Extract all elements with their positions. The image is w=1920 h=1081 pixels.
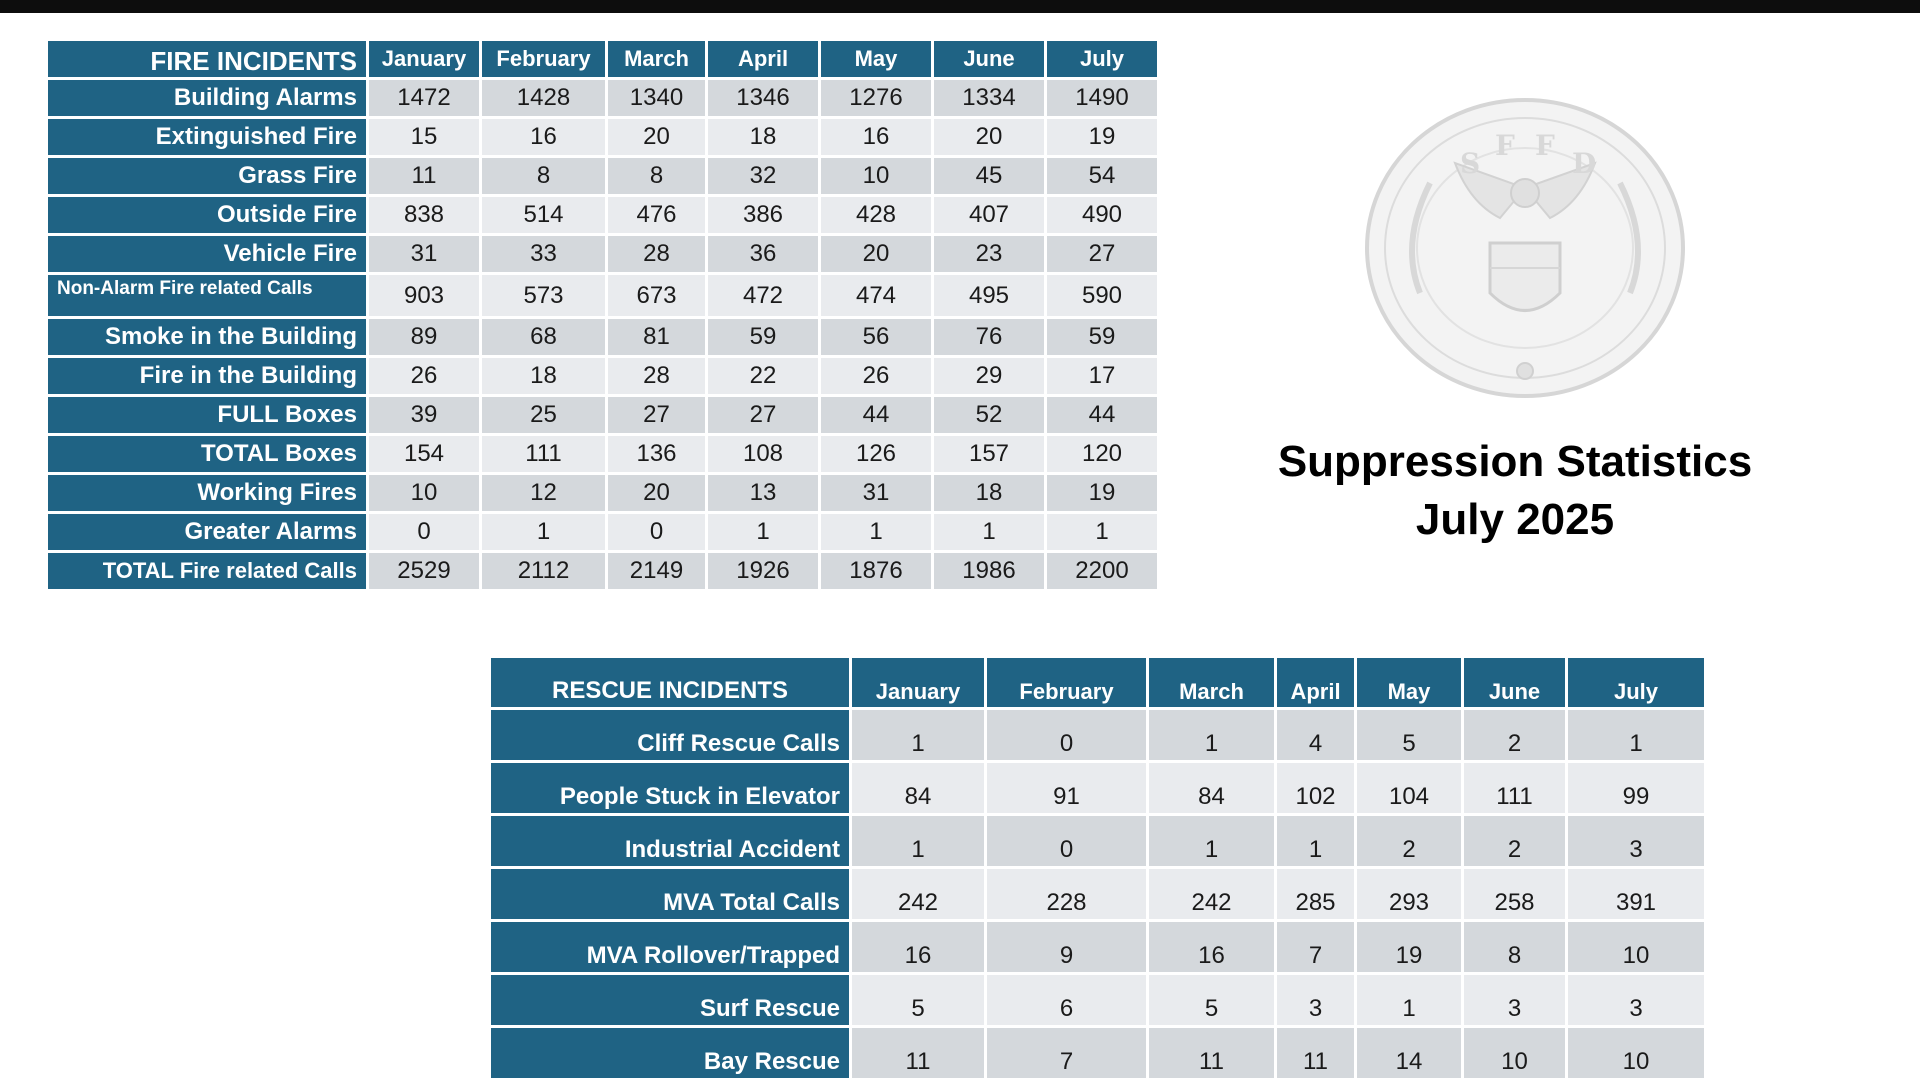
table-row bbox=[491, 816, 1704, 866]
table-cell: 104 bbox=[1357, 763, 1461, 813]
seal-lettering: S bbox=[1460, 147, 1481, 180]
table-cell: 22 bbox=[708, 358, 818, 394]
table-row bbox=[491, 869, 1704, 919]
table-cell: 1334 bbox=[934, 80, 1044, 116]
table-cell: 28 bbox=[608, 236, 705, 272]
table-cell: 44 bbox=[821, 397, 931, 433]
table-cell: 10 bbox=[1568, 922, 1704, 972]
sffd-seal-icon bbox=[1360, 93, 1690, 403]
table-cell: 242 bbox=[852, 869, 984, 919]
table-cell: 407 bbox=[934, 197, 1044, 233]
fire-month-may: May bbox=[821, 41, 931, 77]
rescue-month-july: July bbox=[1568, 658, 1704, 707]
table-cell: 590 bbox=[1047, 275, 1157, 316]
table-cell: 1 bbox=[1357, 975, 1461, 1025]
table-cell: 26 bbox=[369, 358, 479, 394]
table-cell: 84 bbox=[1149, 763, 1274, 813]
rescue-table-title: RESCUE INCIDENTS bbox=[491, 658, 849, 707]
table-cell: 0 bbox=[987, 710, 1146, 760]
table-cell: 1490 bbox=[1047, 80, 1157, 116]
table-cell: 44 bbox=[1047, 397, 1157, 433]
table-row bbox=[48, 197, 1157, 233]
table-cell: 10 bbox=[821, 158, 931, 194]
table-cell: 54 bbox=[1047, 158, 1157, 194]
table-cell: 2 bbox=[1464, 816, 1565, 866]
row-label: Surf Rescue bbox=[491, 975, 849, 1025]
table-cell: 1986 bbox=[934, 553, 1044, 589]
table-row bbox=[491, 1028, 1704, 1078]
table-cell: 10 bbox=[1568, 1028, 1704, 1078]
row-label: MVA Total Calls bbox=[491, 869, 849, 919]
table-cell: 56 bbox=[821, 319, 931, 355]
row-label: Working Fires bbox=[48, 475, 366, 511]
row-label: Cliff Rescue Calls bbox=[491, 710, 849, 760]
rescue-month-june: June bbox=[1464, 658, 1565, 707]
row-label: People Stuck in Elevator bbox=[491, 763, 849, 813]
table-cell: 27 bbox=[708, 397, 818, 433]
table-row bbox=[491, 922, 1704, 972]
row-label: Bay Rescue bbox=[491, 1028, 849, 1078]
table-cell: 258 bbox=[1464, 869, 1565, 919]
fire-incidents-table bbox=[45, 38, 1160, 592]
table-row bbox=[48, 236, 1157, 272]
table-cell: 6 bbox=[987, 975, 1146, 1025]
table-row bbox=[48, 158, 1157, 194]
table-cell: 29 bbox=[934, 358, 1044, 394]
table-cell: 99 bbox=[1568, 763, 1704, 813]
table-cell: 242 bbox=[1149, 869, 1274, 919]
table-cell: 59 bbox=[708, 319, 818, 355]
table-cell: 91 bbox=[987, 763, 1146, 813]
table-cell: 495 bbox=[934, 275, 1044, 316]
table-cell: 573 bbox=[482, 275, 605, 316]
table-cell: 903 bbox=[369, 275, 479, 316]
table-cell: 285 bbox=[1277, 869, 1354, 919]
table-cell: 20 bbox=[821, 236, 931, 272]
table-cell: 45 bbox=[934, 158, 1044, 194]
table-cell: 136 bbox=[608, 436, 705, 472]
table-row bbox=[48, 119, 1157, 155]
row-label: TOTAL Fire related Calls bbox=[48, 553, 366, 589]
rescue-month-january: January bbox=[852, 658, 984, 707]
row-label: Industrial Accident bbox=[491, 816, 849, 866]
table-cell: 1276 bbox=[821, 80, 931, 116]
table-row bbox=[491, 975, 1704, 1025]
table-cell: 14 bbox=[1357, 1028, 1461, 1078]
table-cell: 1 bbox=[1149, 710, 1274, 760]
table-cell: 10 bbox=[369, 475, 479, 511]
table-cell: 2 bbox=[1464, 710, 1565, 760]
table-cell: 25 bbox=[482, 397, 605, 433]
rescue-month-march: March bbox=[1149, 658, 1274, 707]
table-cell: 2529 bbox=[369, 553, 479, 589]
table-cell: 18 bbox=[708, 119, 818, 155]
fire-table-title: FIRE INCIDENTS bbox=[48, 41, 366, 77]
table-cell: 4 bbox=[1277, 710, 1354, 760]
table-cell: 838 bbox=[369, 197, 479, 233]
row-label: Grass Fire bbox=[48, 158, 366, 194]
table-cell: 1346 bbox=[708, 80, 818, 116]
table-cell: 17 bbox=[1047, 358, 1157, 394]
table-cell: 1926 bbox=[708, 553, 818, 589]
table-cell: 0 bbox=[369, 514, 479, 550]
table-row bbox=[48, 436, 1157, 472]
table-cell: 20 bbox=[608, 119, 705, 155]
table-cell: 19 bbox=[1047, 119, 1157, 155]
table-cell: 293 bbox=[1357, 869, 1461, 919]
table-cell: 3 bbox=[1464, 975, 1565, 1025]
table-row bbox=[48, 80, 1157, 116]
row-label: Vehicle Fire bbox=[48, 236, 366, 272]
table-cell: 8 bbox=[1464, 922, 1565, 972]
table-cell: 1 bbox=[934, 514, 1044, 550]
table-cell: 8 bbox=[482, 158, 605, 194]
table-cell: 31 bbox=[369, 236, 479, 272]
table-cell: 386 bbox=[708, 197, 818, 233]
window-top-bar bbox=[0, 0, 1920, 13]
table-cell: 1472 bbox=[369, 80, 479, 116]
table-cell: 3 bbox=[1568, 816, 1704, 866]
table-cell: 7 bbox=[987, 1028, 1146, 1078]
row-label: Fire in the Building bbox=[48, 358, 366, 394]
table-cell: 27 bbox=[608, 397, 705, 433]
table-cell: 490 bbox=[1047, 197, 1157, 233]
table-cell: 27 bbox=[1047, 236, 1157, 272]
table-cell: 1428 bbox=[482, 80, 605, 116]
table-cell: 1 bbox=[852, 816, 984, 866]
fire-month-january: January bbox=[369, 41, 479, 77]
table-cell: 472 bbox=[708, 275, 818, 316]
table-cell: 1 bbox=[1277, 816, 1354, 866]
table-cell: 11 bbox=[852, 1028, 984, 1078]
table-cell: 0 bbox=[987, 816, 1146, 866]
table-cell: 5 bbox=[1357, 710, 1461, 760]
svg-text:F: F bbox=[1535, 129, 1555, 162]
table-cell: 11 bbox=[369, 158, 479, 194]
table-cell: 16 bbox=[482, 119, 605, 155]
table-cell: 102 bbox=[1277, 763, 1354, 813]
table-row bbox=[491, 710, 1704, 760]
row-label: MVA Rollover/Trapped bbox=[491, 922, 849, 972]
table-cell: 2112 bbox=[482, 553, 605, 589]
table-cell: 18 bbox=[482, 358, 605, 394]
table-cell: 32 bbox=[708, 158, 818, 194]
table-cell: 39 bbox=[369, 397, 479, 433]
table-cell: 76 bbox=[934, 319, 1044, 355]
table-row bbox=[48, 397, 1157, 433]
row-label: Smoke in the Building bbox=[48, 319, 366, 355]
table-cell: 19 bbox=[1357, 922, 1461, 972]
table-cell: 514 bbox=[482, 197, 605, 233]
table-cell: 0 bbox=[608, 514, 705, 550]
table-cell: 1 bbox=[1568, 710, 1704, 760]
table-cell: 1340 bbox=[608, 80, 705, 116]
slide bbox=[0, 13, 1920, 1080]
table-cell: 1 bbox=[1047, 514, 1157, 550]
table-cell: 428 bbox=[821, 197, 931, 233]
table-row bbox=[48, 553, 1157, 589]
table-cell: 16 bbox=[852, 922, 984, 972]
row-label: TOTAL Boxes bbox=[48, 436, 366, 472]
rescue-month-february: February bbox=[987, 658, 1146, 707]
table-cell: 1 bbox=[852, 710, 984, 760]
table-cell: 1 bbox=[482, 514, 605, 550]
table-cell: 120 bbox=[1047, 436, 1157, 472]
rescue-incidents-table bbox=[488, 655, 1707, 1081]
table-cell: 108 bbox=[708, 436, 818, 472]
svg-text:F: F bbox=[1495, 129, 1515, 162]
table-cell: 11 bbox=[1149, 1028, 1274, 1078]
table-cell: 126 bbox=[821, 436, 931, 472]
fire-month-june: June bbox=[934, 41, 1044, 77]
table-cell: 26 bbox=[821, 358, 931, 394]
fire-month-february: February bbox=[482, 41, 605, 77]
row-label: Outside Fire bbox=[48, 197, 366, 233]
table-cell: 1 bbox=[708, 514, 818, 550]
table-cell: 2200 bbox=[1047, 553, 1157, 589]
table-cell: 28 bbox=[608, 358, 705, 394]
table-cell: 1876 bbox=[821, 553, 931, 589]
table-row bbox=[48, 319, 1157, 355]
svg-text:D: D bbox=[1572, 147, 1597, 180]
row-label: Non-Alarm Fire related Calls bbox=[48, 275, 366, 316]
table-cell: 31 bbox=[821, 475, 931, 511]
rescue-month-may: May bbox=[1357, 658, 1461, 707]
table-cell: 111 bbox=[1464, 763, 1565, 813]
table-cell: 20 bbox=[934, 119, 1044, 155]
rescue-month-april: April bbox=[1277, 658, 1354, 707]
table-cell: 81 bbox=[608, 319, 705, 355]
row-label: Extinguished Fire bbox=[48, 119, 366, 155]
table-cell: 8 bbox=[608, 158, 705, 194]
table-cell: 673 bbox=[608, 275, 705, 316]
row-label: Greater Alarms bbox=[48, 514, 366, 550]
table-cell: 3 bbox=[1277, 975, 1354, 1025]
table-row bbox=[48, 475, 1157, 511]
title-line-1: Suppression Statistics bbox=[1277, 437, 1753, 486]
table-cell: 228 bbox=[987, 869, 1146, 919]
table-cell: 2149 bbox=[608, 553, 705, 589]
table-row bbox=[48, 275, 1157, 316]
table-cell: 52 bbox=[934, 397, 1044, 433]
table-cell: 11 bbox=[1277, 1028, 1354, 1078]
table-cell: 157 bbox=[934, 436, 1044, 472]
table-cell: 89 bbox=[369, 319, 479, 355]
table-row bbox=[48, 358, 1157, 394]
title-line-2: July 2025 bbox=[1415, 495, 1615, 544]
table-cell: 20 bbox=[608, 475, 705, 511]
table-cell: 2 bbox=[1357, 816, 1461, 866]
table-cell: 476 bbox=[608, 197, 705, 233]
table-cell: 9 bbox=[987, 922, 1146, 972]
table-cell: 18 bbox=[934, 475, 1044, 511]
table-cell: 474 bbox=[821, 275, 931, 316]
row-label: FULL Boxes bbox=[48, 397, 366, 433]
table-cell: 10 bbox=[1464, 1028, 1565, 1078]
table-row bbox=[491, 763, 1704, 813]
table-cell: 68 bbox=[482, 319, 605, 355]
fire-month-july: July bbox=[1047, 41, 1157, 77]
table-cell: 111 bbox=[482, 436, 605, 472]
table-cell: 7 bbox=[1277, 922, 1354, 972]
table-cell: 33 bbox=[482, 236, 605, 272]
table-cell: 12 bbox=[482, 475, 605, 511]
table-cell: 23 bbox=[934, 236, 1044, 272]
table-cell: 154 bbox=[369, 436, 479, 472]
table-cell: 59 bbox=[1047, 319, 1157, 355]
table-cell: 3 bbox=[1568, 975, 1704, 1025]
table-cell: 1 bbox=[821, 514, 931, 550]
fire-table-header-row bbox=[48, 41, 1157, 77]
row-label: Building Alarms bbox=[48, 80, 366, 116]
table-cell: 19 bbox=[1047, 475, 1157, 511]
page-title bbox=[1230, 433, 1800, 549]
table-cell: 16 bbox=[1149, 922, 1274, 972]
table-cell: 13 bbox=[708, 475, 818, 511]
table-cell: 16 bbox=[821, 119, 931, 155]
table-row bbox=[48, 514, 1157, 550]
table-cell: 5 bbox=[852, 975, 984, 1025]
table-cell: 84 bbox=[852, 763, 984, 813]
table-cell: 36 bbox=[708, 236, 818, 272]
table-cell: 1 bbox=[1149, 816, 1274, 866]
table-cell: 5 bbox=[1149, 975, 1274, 1025]
table-cell: 391 bbox=[1568, 869, 1704, 919]
table-cell: 15 bbox=[369, 119, 479, 155]
fire-month-march: March bbox=[608, 41, 705, 77]
fire-month-april: April bbox=[708, 41, 818, 77]
rescue-table-header-row bbox=[491, 658, 1704, 707]
